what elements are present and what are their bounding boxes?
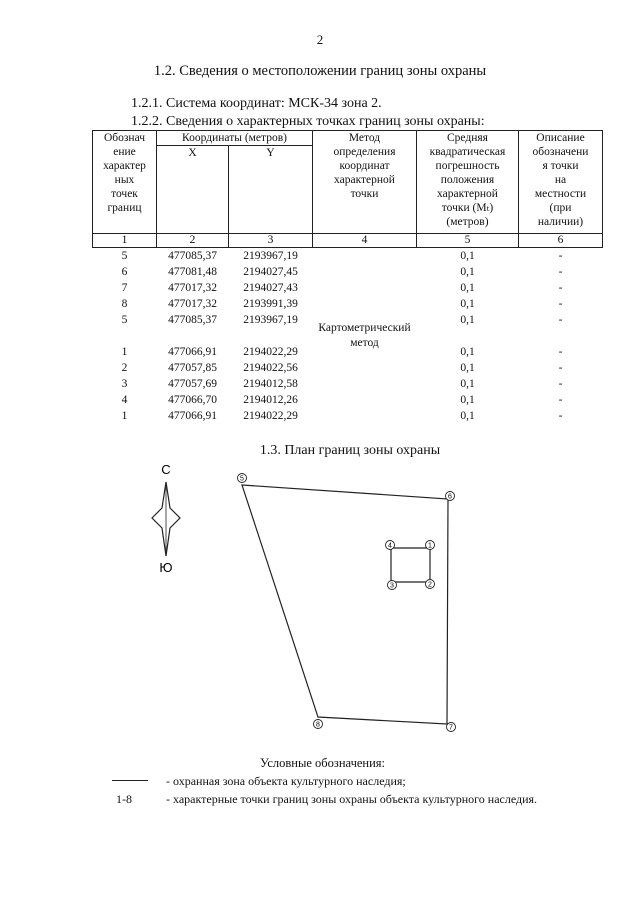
col-number: 3 — [229, 234, 313, 248]
col-number: 2 — [157, 234, 229, 248]
compass-south-label: Ю — [159, 560, 173, 575]
table-row: 1 477066,91 2194022,29 0,1 - — [121, 346, 563, 358]
header-x: X — [157, 146, 229, 234]
legend-item-points: - характерные точки границ зоны охраны объекта культурного наследия. — [166, 792, 538, 806]
plan-point-6 — [446, 492, 455, 501]
table-row: 8 477017,32 2193991,39 0,1 - — [121, 298, 563, 310]
plan-point-1 — [426, 541, 435, 550]
svg-text:3: 3 — [390, 582, 394, 590]
inner-boundary — [391, 548, 430, 582]
points-heading: 1.2.2. Сведения о характерных точках границ зоны охраны: — [131, 114, 485, 129]
header-description: Описание обозначени я точки на местности (при наличии) — [519, 131, 603, 234]
plan-point-3 — [388, 581, 397, 590]
page-number: 2 — [316, 32, 324, 47]
outer-boundary — [242, 485, 448, 724]
svg-text:7: 7 — [449, 724, 453, 732]
table-row: 6 477081,48 2194027,45 0,1 - — [121, 266, 563, 278]
svg-text:1: 1 — [428, 542, 432, 550]
svg-text:5: 5 — [240, 475, 244, 483]
legend-item-zone: - охранная зона объекта культурного наследия; — [166, 774, 406, 788]
legend-line-symbol — [112, 780, 148, 781]
table-row: 2 477057,85 2194022,56 0,1 - — [121, 362, 563, 374]
plan-point-8 — [314, 720, 323, 729]
method-cell: Картометрический метод — [318, 322, 411, 349]
table-row: 7 477017,32 2194027,43 0,1 - — [121, 282, 563, 294]
section-heading: 1.2. Сведения о местоположении границ зоны охраны — [153, 63, 487, 79]
col-number: 5 — [417, 234, 519, 248]
plan-point-7 — [447, 723, 456, 732]
plan-heading: 1.3. План границ зоны охраны — [259, 443, 441, 458]
compass-north-label: С — [161, 462, 171, 477]
legend-point-range: 1-8 — [116, 792, 132, 806]
col-number: 4 — [313, 234, 417, 248]
header-method: Метод определения координат характерной точки — [313, 131, 417, 234]
table-row: 4 477066,70 2194012,26 0,1 - — [121, 394, 563, 406]
col-number: 6 — [519, 234, 603, 248]
compass-icon — [152, 462, 180, 575]
header-coords: Координаты (метров) — [157, 131, 313, 146]
svg-text:2: 2 — [428, 581, 432, 589]
header-y: Y — [229, 146, 313, 234]
plan-point-2 — [426, 580, 435, 589]
plan-point-4 — [386, 541, 395, 550]
table-row: 5 477085,37 2193967,19 Картометрический метод 0,1 - — [93, 248, 603, 265]
legend-title: Условные обозначения: — [260, 756, 386, 770]
header-point: Обознач ение характер ных точек границ — [93, 131, 157, 234]
table-row: 1 477066,91 2194022,29 0,1 - — [121, 410, 563, 422]
plan-point-5 — [238, 474, 247, 483]
svg-text:8: 8 — [316, 721, 320, 729]
col-number: 1 — [93, 234, 157, 248]
table-row: 3 477057,69 2194012,58 0,1 - — [121, 378, 563, 390]
svg-text:4: 4 — [388, 542, 392, 550]
header-error: Средняя квадратическая погрешность положения характерной точки (Mₜ) (метров) — [417, 131, 519, 234]
svg-text:6: 6 — [448, 493, 452, 501]
table-row: 5 477085,37 2193967,19 0,1 - — [121, 314, 563, 326]
coord-system-heading: 1.2.1. Система координат: МСК-34 зона 2. — [131, 96, 382, 111]
